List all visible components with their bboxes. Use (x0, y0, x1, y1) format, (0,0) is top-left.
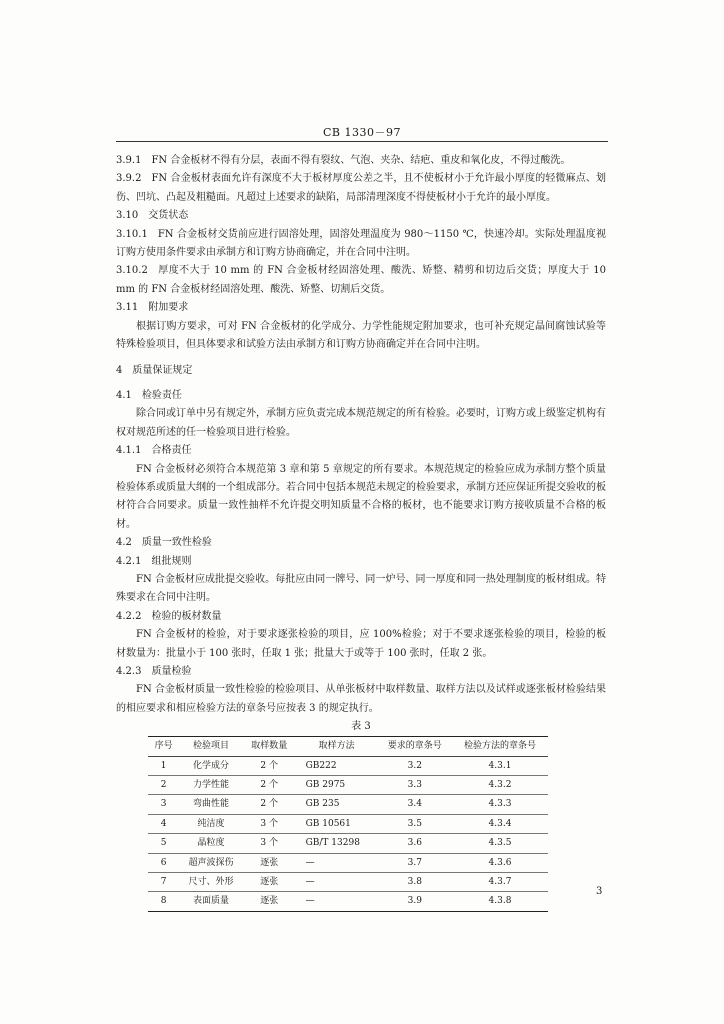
table-row (148, 795, 548, 814)
table-cell: 4.3.5 (452, 834, 548, 853)
table-cell: 3.5 (378, 814, 452, 833)
table-cell: 1 (148, 756, 179, 775)
table-cell: 表面质量 (179, 892, 243, 911)
table-cell: 4.3.6 (452, 853, 548, 872)
table-cell: 3.9 (378, 892, 452, 911)
table-row (148, 873, 548, 892)
table-cell: 5 (148, 834, 179, 853)
heading-3-11: 3.11 附加要求 (116, 302, 189, 314)
document-body (116, 152, 606, 912)
table-cell: 3 (148, 795, 179, 814)
table-cell: 纯洁度 (179, 814, 243, 833)
paragraph-4-1: 除合同或订单中另有规定外，承制方应负责完成本规范规定的所有检验。必要时，订购方或上级鉴定机构有权对规范所述的任一检验项目进行检验。 (116, 408, 606, 438)
heading-4-2-1: 4.2.1 组批规则 (116, 555, 192, 567)
table-cell: 3 个 (243, 834, 296, 853)
table-header-cell: 取样数量 (243, 737, 296, 756)
heading-4-1: 4.1 检验责任 (116, 389, 182, 401)
header-rule (116, 141, 608, 142)
table-cell: 超声波探伤 (179, 853, 243, 872)
table-cell: 8 (148, 892, 179, 911)
table-cell: 2 个 (243, 776, 296, 795)
table-cell: 7 (148, 873, 179, 892)
table-header-row (148, 737, 548, 756)
table-cell: 3.8 (378, 873, 452, 892)
table-cell: GB 235 (296, 795, 378, 814)
table-cell: 化学成分 (179, 756, 243, 775)
table-cell: GB 10561 (296, 814, 378, 833)
table-row (148, 853, 548, 872)
table-cell: 尺寸、外形 (179, 873, 243, 892)
table-header-cell: 要求的章条号 (378, 737, 452, 756)
table-cell: 逐张 (243, 853, 296, 872)
table-header-cell: 序号 (148, 737, 179, 756)
page-number: 3 (596, 886, 603, 897)
table-cell: — (296, 892, 378, 911)
heading-4-2-2: 4.2.2 检验的板材数量 (116, 610, 222, 622)
heading-4-2: 4.2 质量一致性检验 (116, 537, 212, 549)
table-row (148, 834, 548, 853)
table-cell: 2 个 (243, 795, 296, 814)
table-3 (148, 736, 548, 912)
table-row (148, 756, 548, 775)
table-cell: 3 个 (243, 814, 296, 833)
table-cell: 4.3.1 (452, 756, 548, 775)
heading-4-1-1: 4.1.1 合格责任 (116, 445, 192, 457)
paragraph-4-2-3: FN 合金板材质量一致性检验的检验项目、从单张板材中取样数量、取样方法以及试样或逐张板材检验结果的相应要求和相应检验方法的章条号应按表 3 的规定执行。 (116, 684, 606, 714)
table-cell: GB 2975 (296, 776, 378, 795)
table-cell: — (296, 853, 378, 872)
table-cell: 2 (148, 776, 179, 795)
table-cell: GB222 (296, 756, 378, 775)
clause-3-10-1: 3.10.1 FN 合金板材交货前应进行固溶处理，固溶处理温度为 980～1150 ℃，快速冷却。实际处理温度视订购方使用条件要求由承制方和订购方协商确定，并在合同中注明。 (116, 228, 606, 259)
table-header-cell: 取样方法 (296, 737, 378, 756)
clause-3-9-2: 3.9.2 FN 合金板材表面允许有深度不大于板材厚度公差之半，且不使板材小于允许最小厚度的轻微麻点、划伤、凹坑、凸起及粗糙面。凡超过上述要求的缺陷，局部清理深度不得使板材小于允许的最小厚度。 (116, 173, 606, 203)
table-cell: 4.3.7 (452, 873, 548, 892)
table-cell: GB/T 13298 (296, 834, 378, 853)
table-cell: 3.2 (378, 756, 452, 775)
clause-3-10-2: 3.10.2 厚度不大于 10 mm 的 FN 合金板材经固溶处理、酸洗、矫整、精剪和切边后交货；厚度大于 10 mm 的 FN 合金板材经固溶处理、酸洗、矫整、切割后交货。 (116, 265, 606, 295)
paragraph-4-2-1: FN 合金板材应成批提交验收。每批应由同一牌号、同一炉号、同一厚度和同一热处理制度的板材组成。特殊要求在合同中注明。 (116, 573, 606, 604)
table-cell: 4.3.8 (452, 892, 548, 911)
table-cell: 力学性能 (179, 776, 243, 795)
clause-3-9-1: 3.9.1 FN 合金板材不得有分层，表面不得有裂纹、气泡、夹杂、结疤、重皮和氧化皮，不得过酸洗。 (116, 155, 571, 166)
heading-4-2-3: 4.2.3 质量检验 (116, 665, 192, 677)
table-header-cell: 检验项目 (179, 737, 243, 756)
paragraph-3-11: 根据订购方要求，可对 FN 合金板材的化学成分、力学性能规定附加要求，也可补充规定晶间腐蚀试验等特殊检验项目，但具体要求和试验方法由承制方和订购方协商确定并在合同中注明。 (116, 320, 606, 351)
table-cell: 3.4 (378, 795, 452, 814)
table-row (148, 892, 548, 911)
table-cell: 4 (148, 814, 179, 833)
table-cell: 6 (148, 853, 179, 872)
table-cell: 4.3.3 (452, 795, 548, 814)
table-cell: 4.3.4 (452, 814, 548, 833)
paragraph-4-2-2: FN 合金板材的检验，对于要求逐张检验的项目，应 100%检验；对于不要求逐张检验的项目，检验的板材数量为：批量小于 100 张时，任取 1 张；批量大于或等于 100 张时，任取 2 张。 (116, 629, 606, 659)
table-cell: 逐张 (243, 892, 296, 911)
table-row (148, 776, 548, 795)
heading-4: 4 质量保证规定 (116, 365, 193, 377)
table-header-cell: 检验方法的章条号 (452, 737, 548, 756)
table-cell: 弯曲性能 (179, 795, 243, 814)
table-3-caption: 表 3 (351, 721, 371, 733)
table-cell: 3.6 (378, 834, 452, 853)
table-cell: 3.3 (378, 776, 452, 795)
table-cell: 3.7 (378, 853, 452, 872)
paragraph-4-1-1: FN 合金板材必须符合本规范第 3 章和第 5 章规定的所有要求。本规范规定的检验应成为承制方整个质量检验体系或质量大纲的一个组成部分。若合同中包括本规范未规定的检验要求，承制方还应保证所提交验收的板材符合合同要求。质量一致性抽样不允许提交明知质量不合格的板材，也不能要求订购方接收质量不合格的板材。 (116, 463, 606, 530)
table-cell: 晶粒度 (179, 834, 243, 853)
table-cell: 逐张 (243, 873, 296, 892)
table-cell: 4.3.2 (452, 776, 548, 795)
table-row (148, 814, 548, 833)
heading-3-10: 3.10 交货状态 (116, 210, 189, 222)
doc-header-code: CB 1330－97 (323, 126, 401, 139)
table-cell: — (296, 873, 378, 892)
table-cell: 2 个 (243, 756, 296, 775)
